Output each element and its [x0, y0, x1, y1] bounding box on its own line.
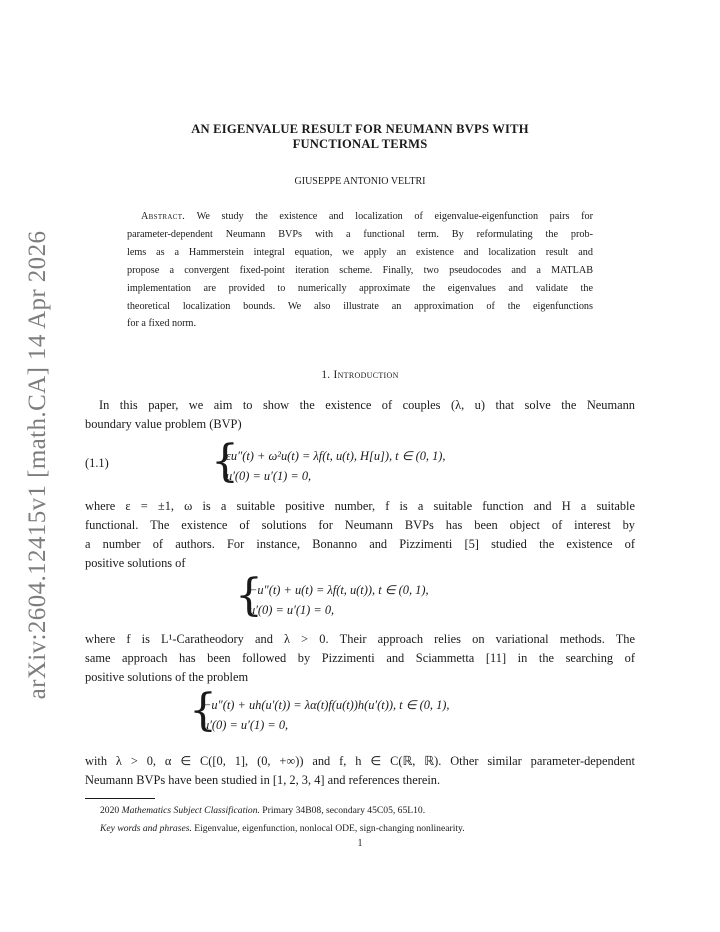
paper-title [100, 122, 620, 152]
equation-row: −u″(t) + uh(u′(t)) = λα(t)f(u(t))h(u′(t)), t ∈ (0, 1), [203, 698, 450, 712]
text-line: a number of authors. For instance, Bonanno and Pizzimenti [5] studied the existence of [85, 537, 635, 551]
abstract-line: implementation are provided to numerically approximate the eigenvalues and validate the [127, 282, 593, 294]
paragraph-1 [85, 396, 635, 434]
footnote-rule [85, 798, 155, 799]
section-heading: 1. Introduction [321, 369, 399, 381]
paragraph-2 [85, 497, 635, 573]
abstract-line: Abstract. We study the existence and localization of eigenvalue-eigenfunction pairs for [127, 208, 593, 226]
equation-row: εu″(t) + ω²u(t) = λf(t, u(t), H[u]), t ∈ (0, 1), [226, 449, 446, 463]
abstract-line: lems as a Hammerstein integral equation, we apply an existence and localization result and [127, 246, 593, 258]
left-brace: { [189, 685, 217, 736]
footnote-msc: 2020 Mathematics Subject Classification. Primary 34B08, secondary 45C05, 65L10. [100, 805, 426, 816]
text-line: In this paper, we aim to show the existence of couples (λ, u) that solve the Neumann [99, 398, 635, 412]
equation-number: (1.1) [85, 456, 109, 470]
abstract-line: theoretical localization bounds. We also illustrate an approximation of the eigenfunctions [127, 300, 593, 312]
abstract-body [127, 208, 593, 333]
abstract-line: for a fixed norm. [127, 318, 197, 330]
left-brace: { [211, 436, 239, 487]
text-line: where ε = ±1, ω is a suitable positive number, f is a suitable function and H a suitable [85, 499, 635, 513]
footnote-label: Key words and phrases. [100, 823, 192, 834]
equation-2 [249, 580, 429, 620]
abstract [127, 208, 593, 333]
abstract-label: Abstract. [141, 211, 186, 222]
text-line: positive solutions of the problem [85, 670, 249, 684]
equation-row: u′(0) = u′(1) = 0, [226, 469, 312, 483]
equation-3 [203, 695, 450, 735]
abstract-line: propose a convergent fixed-point iteration scheme. Finally, two pseudocodes and a MATLAB [127, 264, 593, 276]
paragraph-4 [85, 752, 635, 790]
text-line: boundary value problem (BVP) [85, 417, 242, 431]
title-line-1: AN EIGENVALUE RESULT FOR NEUMANN BVPS WITH [191, 122, 529, 136]
equation-1-1 [226, 446, 446, 486]
text-line: positive solutions of [85, 556, 186, 570]
equation-row: u′(0) = u′(1) = 0, [203, 718, 289, 732]
page-number: 1 [357, 838, 363, 849]
text-line: functional. The existence of solutions for Neumann BVPs has been object of interest by [85, 518, 635, 532]
text-line: same approach has been followed by Pizzimenti and Sciammetta [11] in the searching of [85, 651, 635, 665]
paragraph-3 [85, 630, 635, 687]
title-line-2: FUNCTIONAL TERMS [292, 137, 428, 151]
text-line: with λ > 0, α ∈ C([0, 1], (0, +∞)) and f, h ∈ C(ℝ, ℝ). Other similar parameter-dependent [85, 754, 635, 768]
abstract-line: parameter-dependent Neumann BVPs with a functional term. By reformulating the prob- [127, 228, 593, 240]
text-line: where f is L¹-Caratheodory and λ > 0. Their approach relies on variational methods. The [85, 632, 635, 646]
text-line: Neumann BVPs have been studied in [1, 2, 3, 4] and references therein. [85, 773, 441, 787]
footnote-label: Mathematics Subject Classification. [121, 805, 260, 816]
left-brace: { [235, 570, 263, 621]
footnote-keywords: Key words and phrases. Eigenvalue, eigenfunction, nonlocal ODE, sign-changing nonlinearity. [100, 823, 465, 834]
equation-row: u′(0) = u′(1) = 0, [249, 603, 335, 617]
equation-row: −u″(t) + u(t) = λf(t, u(t)), t ∈ (0, 1), [249, 583, 429, 597]
author-name: GIUSEPPE ANTONIO VELTRI [294, 176, 426, 187]
arxiv-identifier: arXiv:2604.12415v1 [math.CA] 14 Apr 2026 [24, 230, 51, 700]
